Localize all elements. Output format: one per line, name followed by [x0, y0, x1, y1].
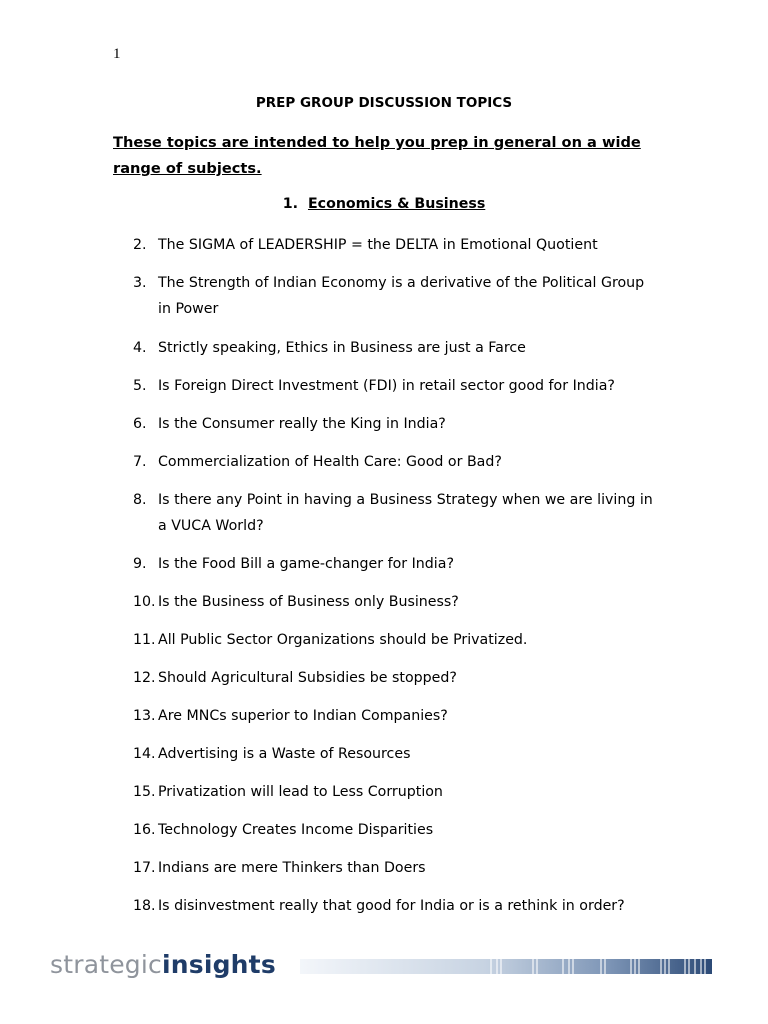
brand-logo-part2: insights	[161, 950, 276, 979]
topic-number: 16.	[133, 822, 156, 838]
topic-item	[133, 893, 658, 919]
topic-number: 10.	[133, 594, 156, 610]
topic-item	[133, 665, 658, 691]
topic-number: 13.	[133, 708, 156, 724]
topic-item	[133, 741, 658, 767]
footer-gradient-bar	[300, 959, 712, 974]
topic-item	[133, 335, 658, 361]
topic-text: Commercialization of Health Care: Good or Bad?	[158, 454, 502, 470]
topic-item	[133, 817, 658, 843]
footer-bar-stripe	[638, 959, 640, 974]
topic-text: Is Foreign Direct Investment (FDI) in retail sector good for India?	[158, 378, 615, 394]
topic-number: 2.	[133, 237, 147, 253]
footer-bar-stripe	[660, 959, 662, 974]
topic-number: 17.	[133, 860, 156, 876]
footer-bar-stripe	[490, 959, 492, 974]
topic-text: Is disinvestment really that good for India or is a rethink in order?	[158, 898, 625, 914]
topic-number: 4.	[133, 340, 147, 356]
topic-number: 7.	[133, 454, 147, 470]
topic-number: 6.	[133, 416, 147, 432]
topic-item	[133, 855, 658, 881]
topic-text: Privatization will lead to Less Corruption	[158, 784, 443, 800]
brand-logo	[50, 950, 276, 980]
footer-bar-stripe	[704, 959, 706, 974]
topic-text: Indians are mere Thinkers than Doers	[158, 860, 426, 876]
topic-item	[133, 627, 658, 653]
topic-number: 9.	[133, 556, 147, 572]
footer-bar-stripe	[688, 959, 690, 974]
document-title: PREP GROUP DISCUSSION TOPICS	[255, 95, 513, 111]
topic-item	[133, 411, 658, 437]
topic-text: Are MNCs superior to Indian Companies?	[158, 708, 448, 724]
topic-number: 18.	[133, 898, 156, 914]
footer-bar-stripe	[604, 959, 606, 974]
topic-text: Should Agricultural Subsidies be stopped?	[158, 670, 457, 686]
topic-number: 14.	[133, 746, 156, 762]
topic-item	[133, 449, 658, 475]
brand-logo-part1: strategic	[50, 950, 162, 979]
topic-text: Is the Business of Business only Business?	[158, 594, 459, 610]
section-title: Economics & Business	[307, 196, 486, 212]
topic-item	[133, 232, 658, 258]
topic-number: 3.	[133, 275, 147, 291]
footer-bar-stripe	[496, 959, 498, 974]
intro-text: These topics are intended to help you prep in general on a wide range of subjects.	[113, 134, 641, 177]
footer-bar-stripe	[630, 959, 632, 974]
topic-text: The SIGMA of LEADERSHIP = the DELTA in Emotional Quotient	[158, 237, 598, 253]
footer-bar-stripe	[634, 959, 636, 974]
footer-bar-stripe	[532, 959, 534, 974]
topic-item	[133, 270, 658, 322]
section-heading	[0, 196, 768, 212]
section-number: 1.	[282, 196, 298, 212]
topic-number: 11.	[133, 632, 156, 648]
topic-text: Is the Consumer really the King in India?	[158, 416, 446, 432]
footer-bar-stripe	[668, 959, 670, 974]
topic-text: Strictly speaking, Ethics in Business are just a Farce	[158, 340, 526, 356]
footer-bar-stripe	[600, 959, 602, 974]
topic-item	[133, 487, 658, 539]
footer-bar-stripe	[536, 959, 538, 974]
topic-number: 12.	[133, 670, 156, 686]
footer-bar-stripe	[694, 959, 696, 974]
topic-item	[133, 589, 658, 615]
topic-number: 8.	[133, 492, 147, 508]
topic-text: All Public Sector Organizations should be Privatized.	[158, 632, 528, 648]
topic-text: The Strength of Indian Economy is a derivative of the Political Group in Power	[158, 275, 645, 317]
footer-bar-stripe	[568, 959, 570, 974]
footer-bar-stripe	[664, 959, 666, 974]
topic-text: Is there any Point in having a Business Strategy when we are living in a VUCA World?	[158, 492, 653, 534]
topic-number: 5.	[133, 378, 147, 394]
page-footer	[0, 946, 768, 986]
topic-text: Advertising is a Waste of Resources	[158, 746, 411, 762]
topic-item	[133, 703, 658, 729]
footer-bar-stripe	[562, 959, 564, 974]
page-number: 1	[113, 46, 121, 62]
footer-bar-stripe	[572, 959, 574, 974]
footer-bar-stripe	[700, 959, 702, 974]
topic-item	[133, 551, 658, 577]
topic-number: 15.	[133, 784, 156, 800]
topic-item	[133, 373, 658, 399]
footer-bar-stripe	[500, 959, 502, 974]
footer-bar-stripe	[684, 959, 686, 974]
topic-text: Technology Creates Income Disparities	[158, 822, 434, 838]
topic-text: Is the Food Bill a game-changer for India?	[158, 556, 454, 572]
topic-item	[133, 779, 658, 805]
